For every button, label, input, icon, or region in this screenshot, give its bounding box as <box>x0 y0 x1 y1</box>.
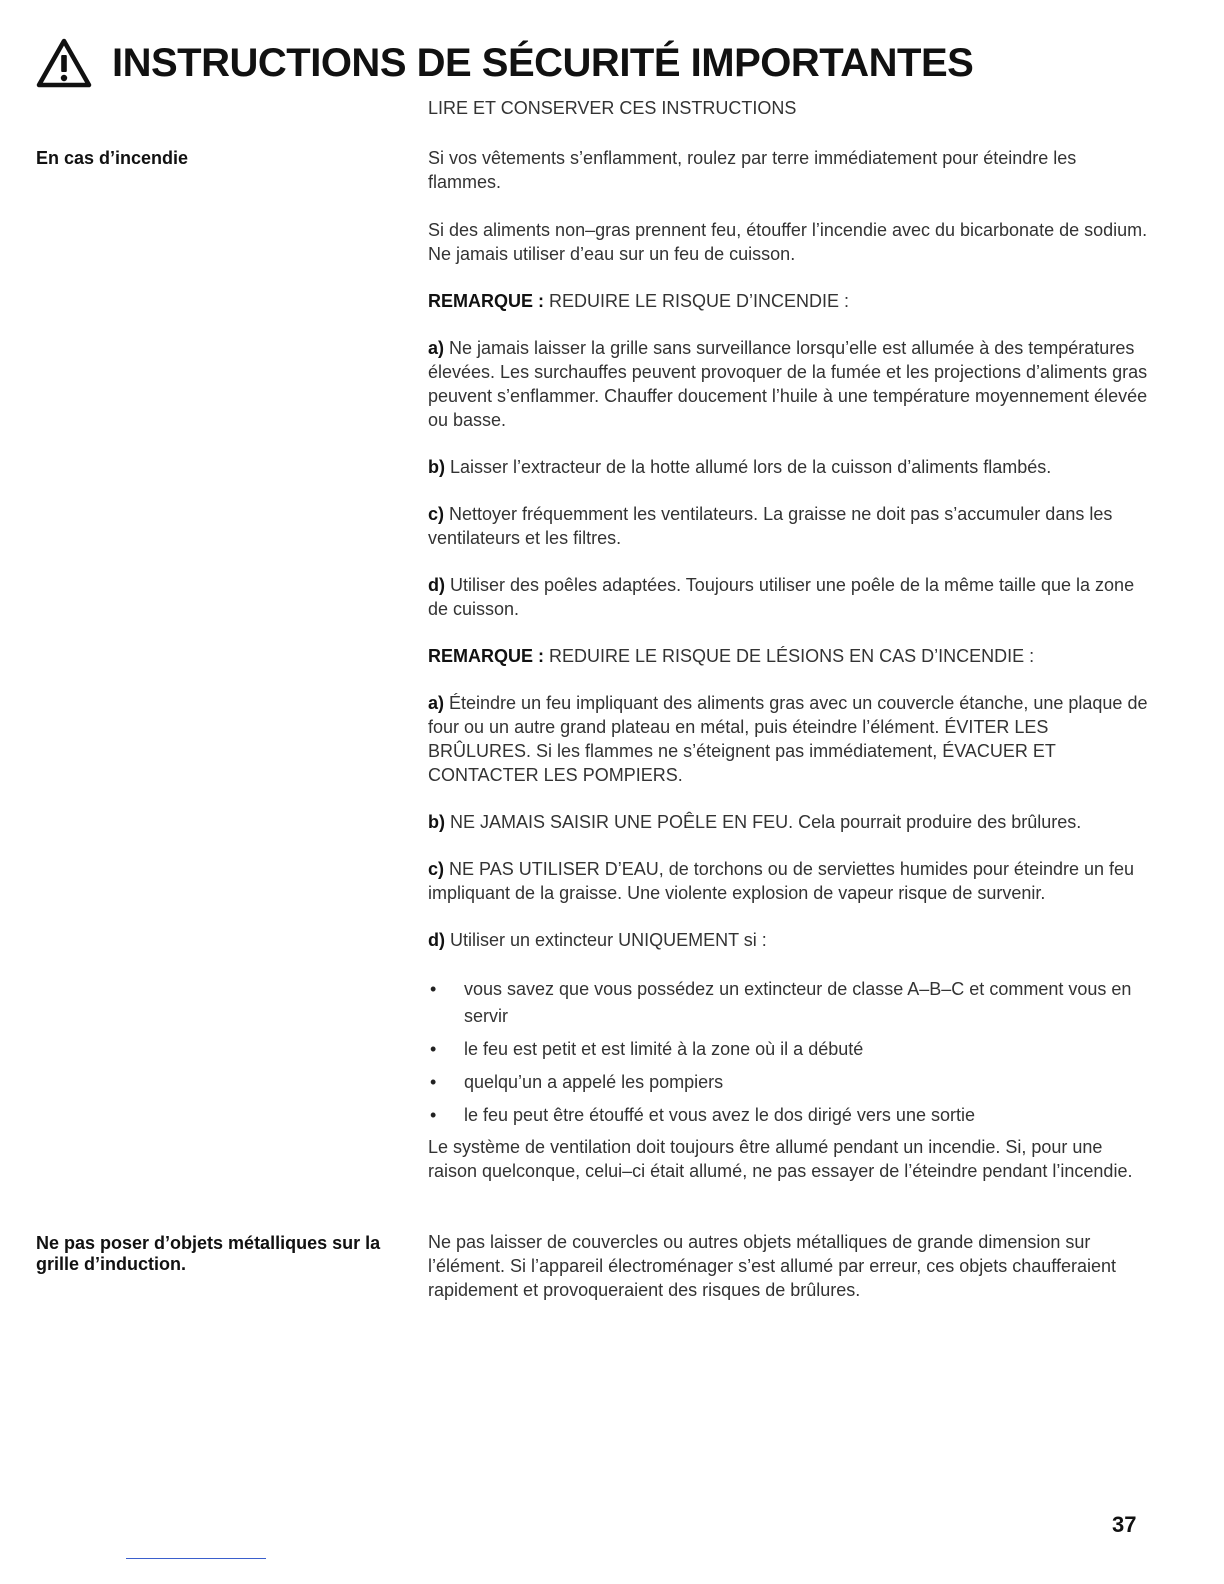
metal-paragraph: Ne pas laisser de couvercles ou autres objets métalliques de grande dimension sur l’élément. Si l’appareil électroménager s’est allumé par erreur, ces objets chaufferaient rapidement et provoqueraient des risques de brûlures. <box>428 1232 1117 1300</box>
item-letter: a) <box>428 693 445 713</box>
item-text: Laisser l’extracteur de la hotte allumé lors de la cuisson d’aliments flambés. <box>445 457 1052 477</box>
risk-item-c <box>428 502 1148 550</box>
list-item: • vous savez que vous possédez un extincteur de classe A–B–C et comment vous en servir <box>428 976 1148 1030</box>
item-text: Utiliser un extincteur UNIQUEMENT si : <box>445 930 767 950</box>
list-item: • le feu peut être étouffé et vous avez le dos dirigé vers une sortie <box>428 1102 1148 1129</box>
item-letter: d) <box>428 930 445 950</box>
page-header <box>36 38 973 88</box>
risk-item-b <box>428 455 1148 479</box>
note-prefix: REMARQUE : <box>428 646 544 666</box>
item-letter: c) <box>428 504 445 524</box>
metal-section-label: Ne pas poser d’objets métalliques sur la grille d’induction. <box>36 1233 381 1274</box>
item-text: Utiliser des poêles adaptées. Toujours utiliser une poêle de la même taille que la zone de cuisson. <box>428 575 1135 619</box>
note-text: REDUIRE LE RISQUE DE LÉSIONS EN CAS D’INCENDIE : <box>544 646 1035 666</box>
item-letter: b) <box>428 457 445 477</box>
metal-section-body <box>428 1230 1148 1302</box>
item-letter: c) <box>428 859 445 879</box>
injury-item-a <box>428 691 1148 787</box>
injury-item-d <box>428 928 1148 952</box>
item-letter: d) <box>428 575 445 595</box>
item-text: Ne jamais laisser la grille sans surveillance lorsqu’elle est allumée à des températures élevées. Les surchauffes peuvent provoquer de la fumée et les projections d’aliments gras peuvent s’enflammer. Chauffer doucement l’huile à une température moyennement élevée ou basse. <box>428 338 1148 430</box>
item-text: NE JAMAIS SAISIR UNE POÊLE EN FEU. Cela pourrait produire des brûlures. <box>445 812 1082 832</box>
list-item: • quelqu’un a appelé les pompiers <box>428 1069 1148 1096</box>
item-letter: b) <box>428 812 445 832</box>
extinguisher-conditions-list <box>428 976 1148 1129</box>
item-text: NE PAS UTILISER D’EAU, de torchons ou de serviettes humides pour éteindre un feu impliquant de la graisse. Une violente explosion de vapeur risque de survenir. <box>428 859 1135 903</box>
fire-clothes-paragraph: Si vos vêtements s’enflamment, roulez par terre immédiatement pour éteindre les flammes. <box>428 148 1077 192</box>
page-number: 37 <box>1112 1512 1137 1537</box>
note-prefix: REMARQUE : <box>428 291 544 311</box>
injury-item-b <box>428 810 1148 834</box>
note-injury-risk <box>428 644 1148 668</box>
page-title: INSTRUCTIONS DE SÉCURITÉ IMPORTANTES <box>112 40 974 85</box>
risk-item-a <box>428 336 1148 432</box>
item-letter: a) <box>428 338 445 358</box>
fire-food-paragraph: Si des aliments non–gras prennent feu, étouffer l’incendie avec du bicarbonate de sodium. Ne jamais utiliser d’eau sur un feu de cuisson. <box>428 220 1148 264</box>
note-fire-risk <box>428 289 1148 313</box>
fire-section-label: En cas d’incendie <box>36 148 189 168</box>
injury-item-c <box>428 857 1148 905</box>
note-text: REDUIRE LE RISQUE D’INCENDIE : <box>544 291 850 311</box>
page-subtitle: LIRE ET CONSERVER CES INSTRUCTIONS <box>428 98 797 118</box>
list-item: • le feu est petit et est limité à la zone où il a débuté <box>428 1036 1148 1063</box>
ventilation-paragraph: Le système de ventilation doit toujours être allumé pendant un incendie. Si, pour une raison quelconque, celui–ci était allumé, ne pas essayer de l’éteindre pendant l’incendie. <box>428 1137 1133 1181</box>
risk-item-d <box>428 573 1148 621</box>
item-text: Éteindre un feu impliquant des aliments gras avec un couvercle étanche, une plaque de four ou un autre grand plateau en métal, puis éteindre l’élément. ÉVITER LES BRÛLURES. Si les flammes ne s’éteignent pas immédiatement, ÉVACUER ET CONTACTER LES POMPIERS. <box>428 693 1148 785</box>
footer-rule <box>126 1558 266 1559</box>
warning-triangle-icon <box>36 38 92 88</box>
fire-section-body <box>428 146 1148 1183</box>
item-text: Nettoyer fréquemment les ventilateurs. La graisse ne doit pas s’accumuler dans les ventilateurs et les filtres. <box>428 504 1113 548</box>
